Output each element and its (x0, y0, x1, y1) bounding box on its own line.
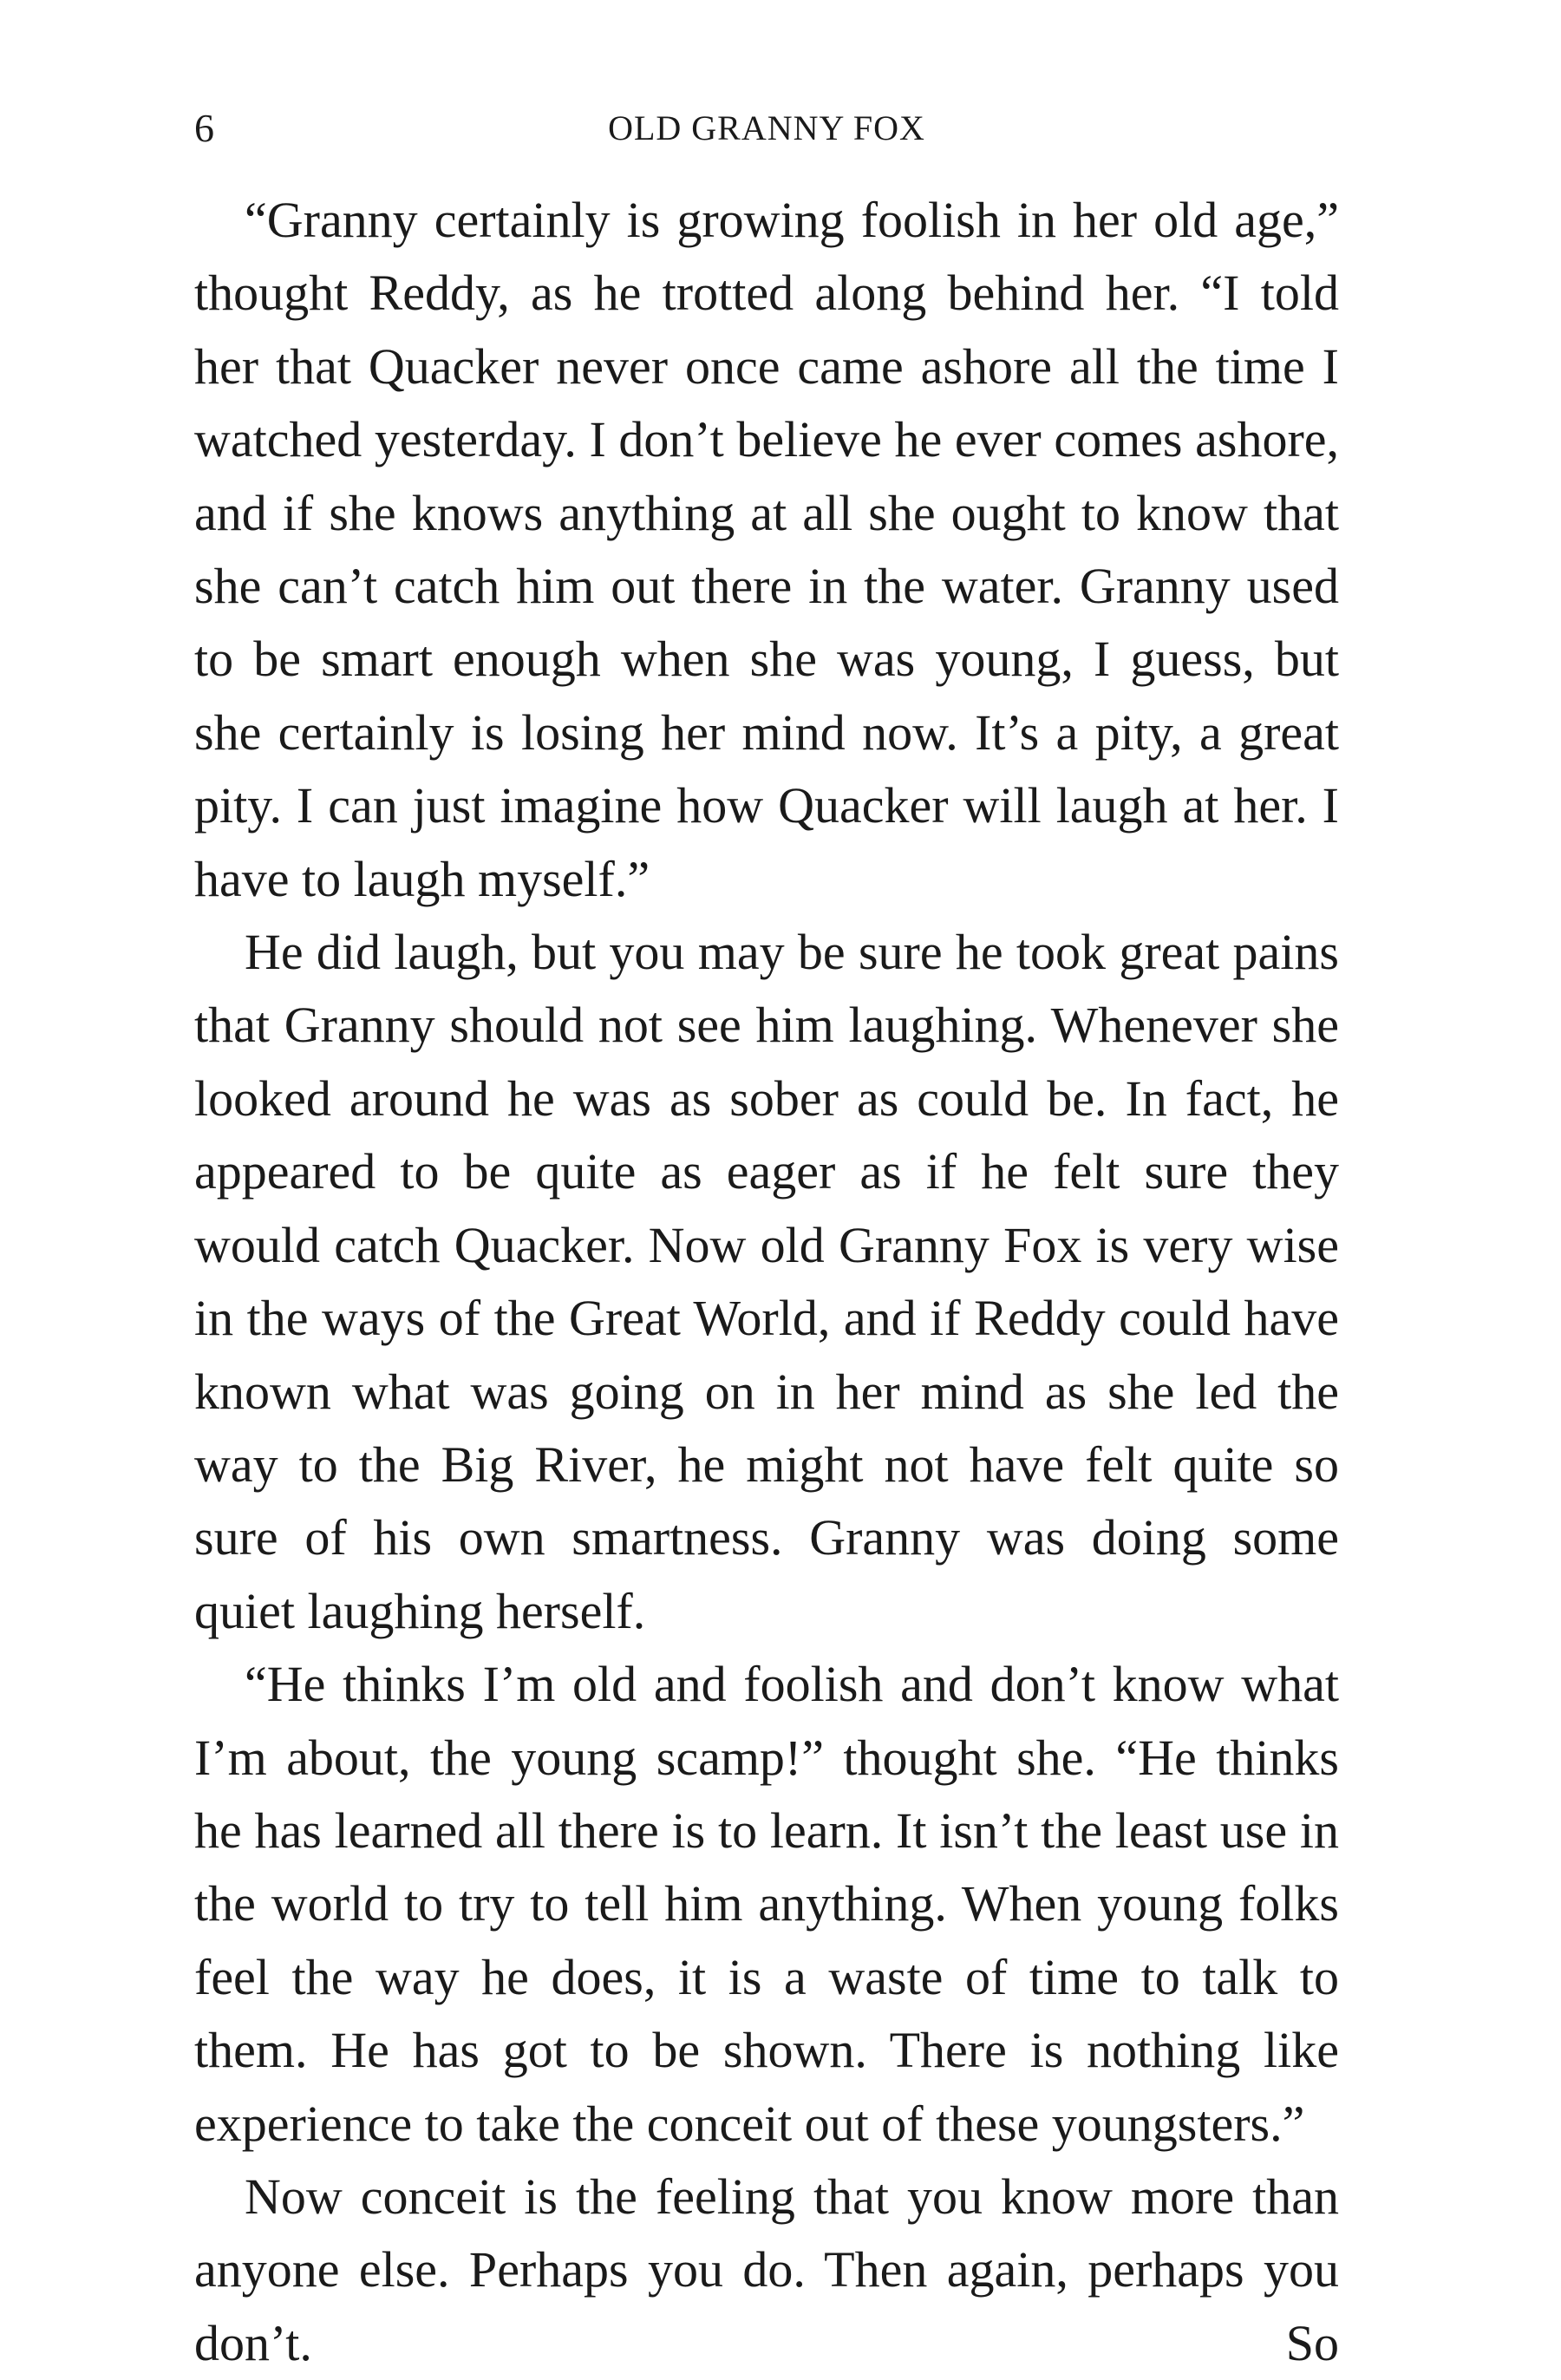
paragraph-4: Now conceit is the feeling that you know more than anyone else. Perhaps you do. Then again, perhaps you don’t. So (194, 2168, 1339, 2371)
book-title: OLD GRANNY FOX (608, 108, 925, 147)
paragraph-3: “He thinks I’m old and foolish and don’t know what I’m about, the young scamp!” thought she. “He thinks he has learned all there is to learn. It isn’t the least use in the world to try to tell him anything. When young folks feel the way he does, it is a waste of time to talk to them. He has got to be shown. There is nothing like experience to take the conceit out of these youngsters.” (194, 1656, 1339, 2152)
page-number: 6 (194, 106, 214, 150)
body-text (194, 184, 1339, 2380)
paragraph-2: He did laugh, but you may be sure he took great pains that Granny should not see him laughing. Whenever she looked around he was as sober as could be. In fact, he appeared to be quite as eager as if he felt sure they would catch Quacker. Now old Granny Fox is very wise in the ways of the Great World, and if Reddy could have known what was going on in her mind as she led the way to the Big River, he might not have felt quite so sure of his own smartness. Granny was doing some quiet laughing herself. (194, 924, 1339, 1639)
paragraph-1: “Granny certainly is growing foolish in her old age,” thought Reddy, as he trotted along behind her. “I told her that Quacker never once came ashore all the time I watched yesterday. I don’t believe he ever comes ashore, and if she knows anything at all she ought to know that she can’t catch him out there in the water. Granny used to be smart enough when she was young, I guess, but she certainly is losing her mind now. It’s a pity, a great pity. I can just imagine how Quacker will laugh at her. I have to laugh myself.” (194, 192, 1339, 907)
running-head (194, 102, 1339, 154)
